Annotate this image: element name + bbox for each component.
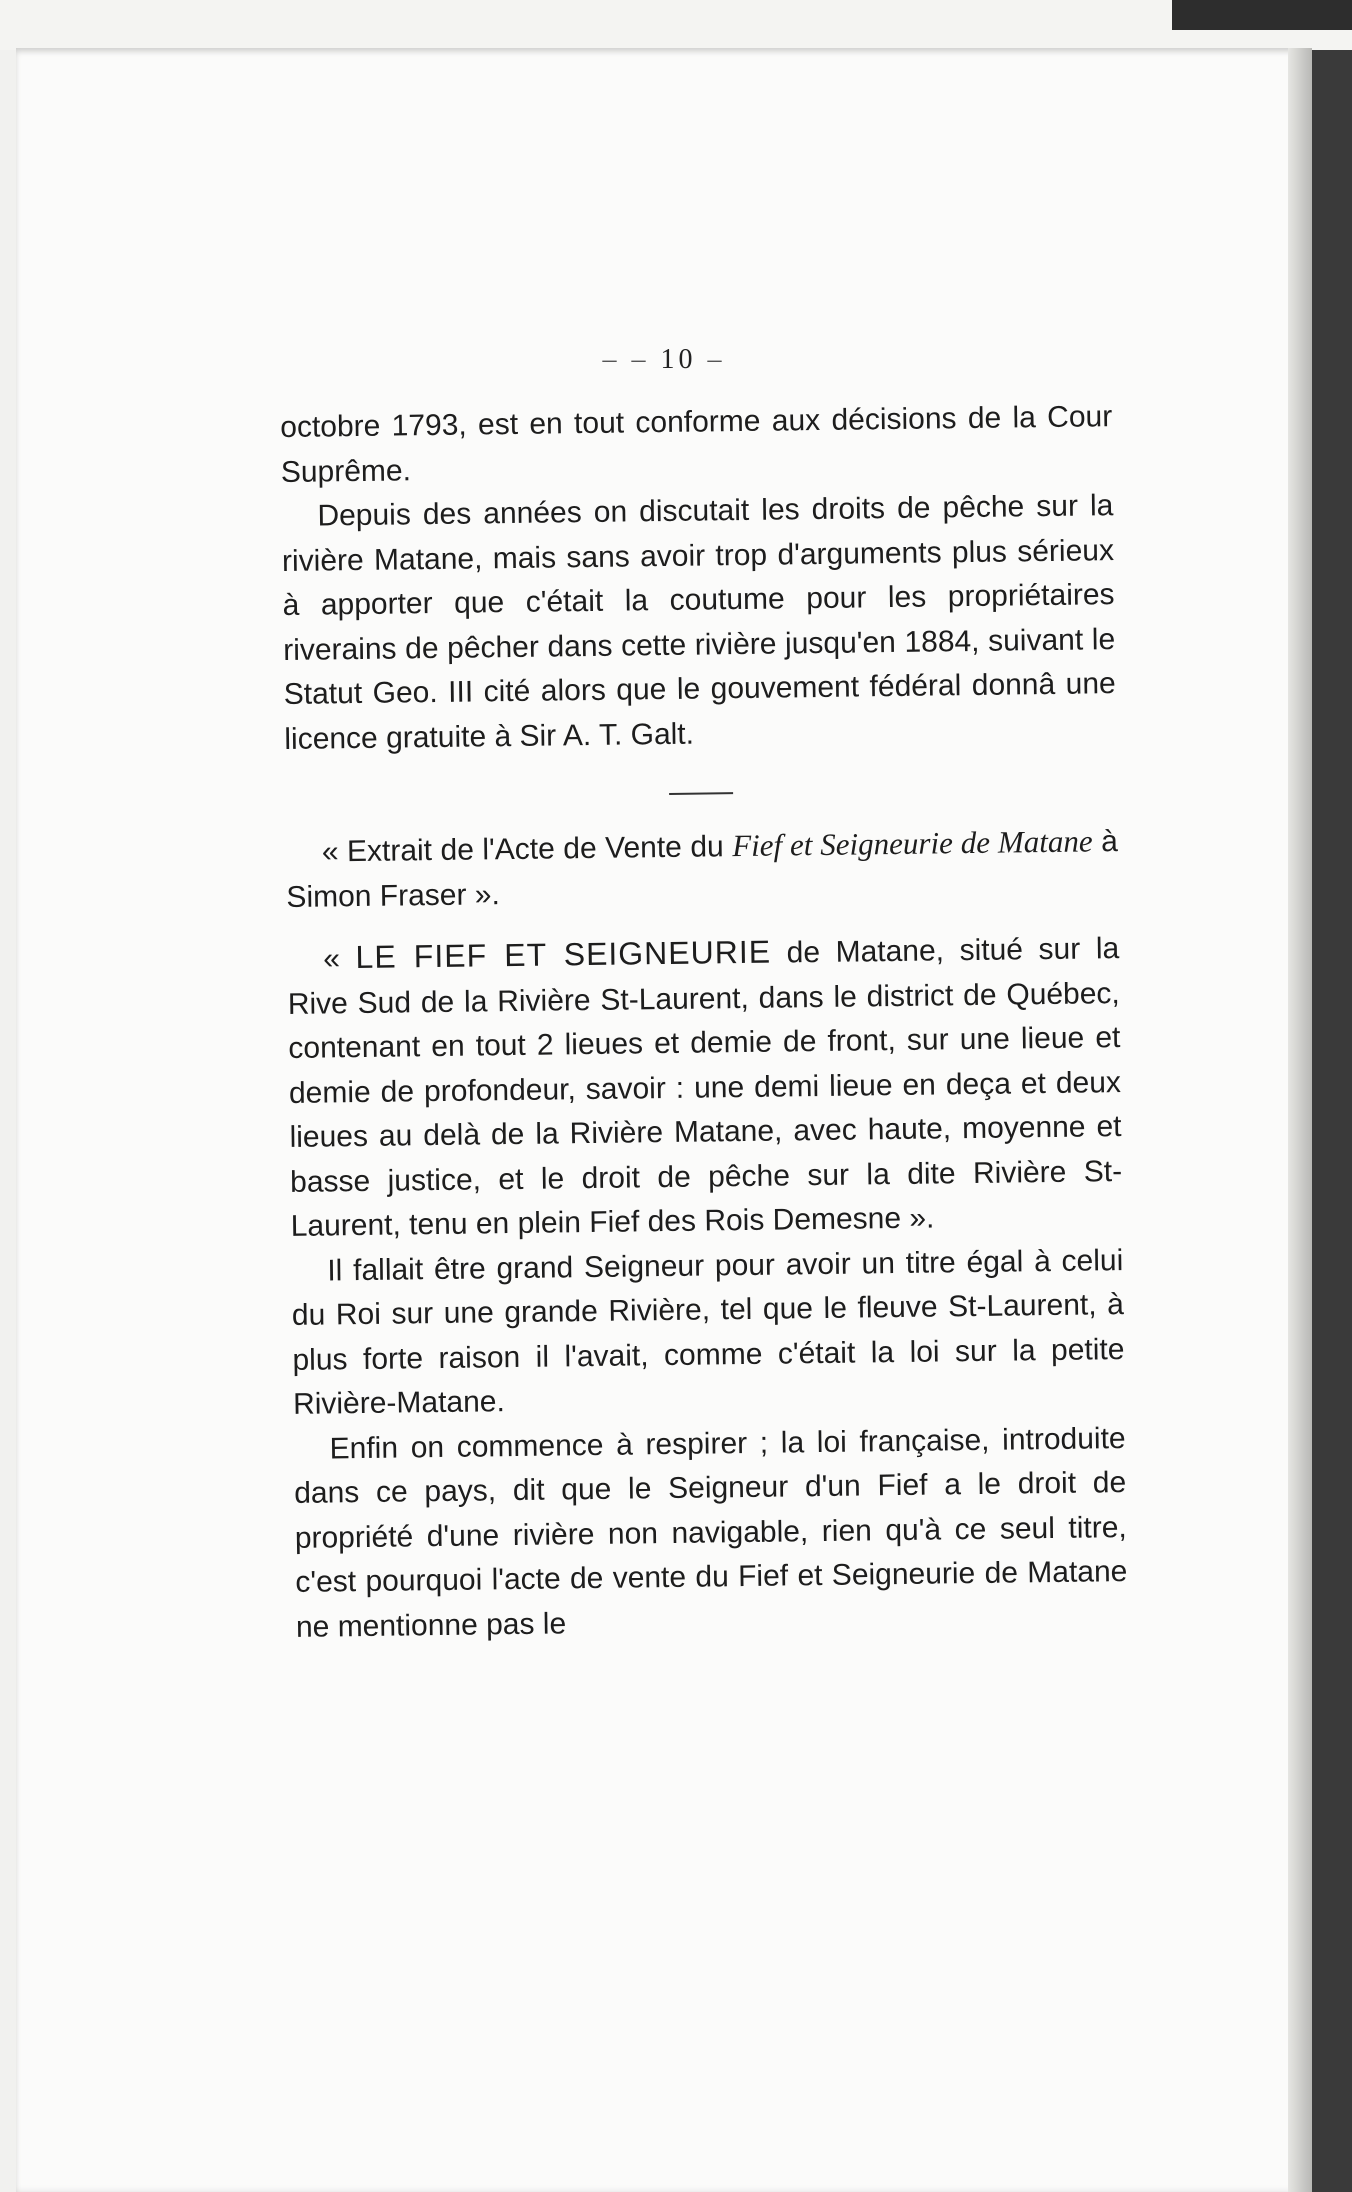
extract-heading-end: à Simon Fraser ».	[286, 825, 1118, 914]
scan-background-top	[0, 0, 1352, 50]
scan-background-left	[0, 50, 16, 2192]
paragraph-extract-heading	[286, 819, 1119, 920]
deed-text: de Matane, situé sur la Rive Sud de la Rivière St-Laurent, dans le district de Québec, contenant en tout 2 lieues et demie de front, sur une lieue et demie de profondeur, savoir : une demi lieue en deça et deux lieues au delà de la Rivière Matane, avec haute, moyenne et basse justice, et le droit de pêche sur la dite Rivière St-Laurent, tenu en plein Fief des Rois Demesne ».	[287, 932, 1123, 1243]
paragraph-french-law: Enfin on commence à respirer ; la loi française, introduite dans ce pays, dit que le Seigneur d'un Fief a le droit de propriété d'une rivière non navigable, rien qu'à ce seul titre, c'est pourquoi l'acte de vente du Fief et Seigneurie de Matane ne mentionne pas le	[294, 1421, 1128, 1644]
page-number-value: 10	[660, 344, 697, 375]
deed-quote-open: «	[323, 942, 356, 976]
paragraph-fishing-rights: Depuis des années on discutait les droits de pêche sur la rivière Matane, mais sans avoir trop d'arguments plus sérieux à apporter que c'était la coutume pour les propriétaires riverains de pêcher dans cette rivière jusqu'en 1884, suivant le Statut Geo. III cité alors que le gouvement fédéral donnâ une licence gratuite à Sir A. T. Galt.	[281, 489, 1116, 756]
paragraph-fief-deed	[287, 925, 1123, 1249]
page-number	[16, 344, 1312, 376]
section-divider	[669, 792, 733, 795]
paragraph-grand-seigneur: Il fallait être grand Seigneur pour avoir un titre égal à celui du Roi sur une grande Rivière, tel que le fleuve St-Laurent, à plus forte raison il l'avait, comme c'était la loi sur la petite Rivière-Matane.	[291, 1243, 1125, 1421]
book-page	[16, 48, 1312, 2192]
scan-dark-corner	[1172, 0, 1352, 30]
deed-title-caps: LE FIEF ET SEIGNEURIE	[355, 933, 772, 976]
extract-heading-title: Fief et Seigneurie de Matane	[731, 823, 1093, 864]
folio-dash-left: – –	[602, 344, 661, 375]
extract-heading-start: « Extrait de l'Acte de Vente du	[321, 830, 733, 869]
paragraph-continuation: octobre 1793, est en tout conforme aux décisions de la Cour Suprême.	[280, 400, 1113, 489]
folio-dash-right: –	[696, 344, 726, 375]
body-text	[280, 395, 1128, 1650]
